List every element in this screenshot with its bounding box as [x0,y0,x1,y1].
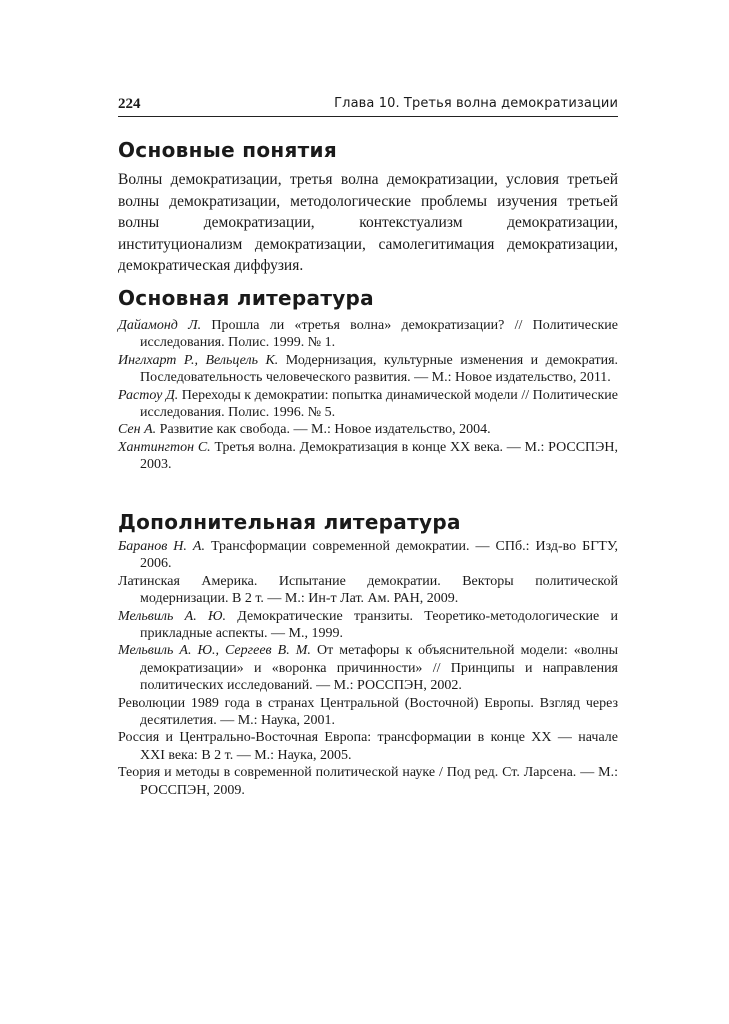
key-concepts-text: Волны демократизации, третья волна демократизации, условия третьей волны демократизации, методологические проблемы изучения третьей волны демократизации, контекстуализм демократизации, институционализм демократизации, самолегитимация демократизации, демократическая диффузия. [118,171,618,274]
section-title-additional-literature: Дополнительная литература [118,510,461,534]
reference-item [118,538,618,573]
reference-author: Сен А. [118,422,157,438]
page-number: 224 [118,96,141,112]
reference-text: Прошла ли «третья волна» демократизации? // Политические исследования. Полис. 1999. № 1. [140,318,618,351]
reference-item [118,387,618,422]
reference-item [118,608,618,643]
reference-text: Переходы к демократии: попытка динамической модели // Политические исследования. Полис. 1996. № 5. [140,387,619,421]
reference-author: Мельвиль А. Ю., Сергеев В. М. [118,643,311,659]
reference-author: Растоу Д. [118,387,179,403]
reference-item [118,352,618,387]
reference-item [118,642,618,694]
reference-text: Трансформации современной демократии. — СПб.: Изд-во БГТУ, 2006. [140,539,618,572]
reference-text: Революции 1989 года в странах Центральной (Восточной) Европы. Взгляд через десятилетия. — М.: Наука, 2001. [118,695,618,729]
page-header [118,96,618,117]
reference-item [118,317,618,352]
reference-text: Модернизация, культурные изменения и демократия. Последовательность человеческого развития. — М.: Новое издательство, 2011. [140,352,619,386]
section-title-key-concepts: Основные понятия [118,138,337,162]
reference-text: Теория и методы в современной политической науке / Под ред. Ст. Ларсена. — М.: РОССПЭН, 2009. [118,765,618,798]
additional-literature-list [118,538,618,799]
running-title: Глава 10. Третья волна демократизации [334,96,618,111]
reference-item [118,439,618,474]
reference-text: Латинская Америка. Испытание демократии. Векторы политической модернизации. В 2 т. — М.: Ин-т Лат. Ам. РАН, 2009. [118,573,618,607]
main-literature-list [118,317,618,474]
reference-author: Инглхарт Р., Вельцель К. [118,352,279,368]
reference-text: Развитие как свобода. — М.: Новое издательство, 2004. [159,422,491,438]
reference-text: От метафоры к объяснительной модели: «волны демократизации» и «воронка причинности» // Принципы и направления политических исследований. — М.: РОССПЭН, 2002. [140,643,618,694]
reference-text: Россия и Центрально-Восточная Европа: трансформации в конце XX — начале XXI века: В 2 т. — М.: Наука, 2005. [118,730,618,763]
reference-item [118,695,618,730]
reference-item [118,421,618,438]
reference-text: Третья волна. Демократизация в конце XX века. — М.: РОССПЭН, 2003. [140,439,619,473]
reference-author: Хантингтон С. [118,439,211,455]
reference-item [118,729,618,764]
reference-item [118,573,618,608]
reference-author: Мельвиль А. Ю. [118,608,226,624]
reference-author: Баранов Н. А. [118,539,205,554]
section-title-main-literature: Основная литература [118,286,374,310]
reference-author: Дайамонд Л. [118,318,202,333]
reference-text: Демократические транзиты. Теоретико-методологические и прикладные аспекты. — М., 1999. [140,608,618,642]
reference-item [118,764,618,799]
